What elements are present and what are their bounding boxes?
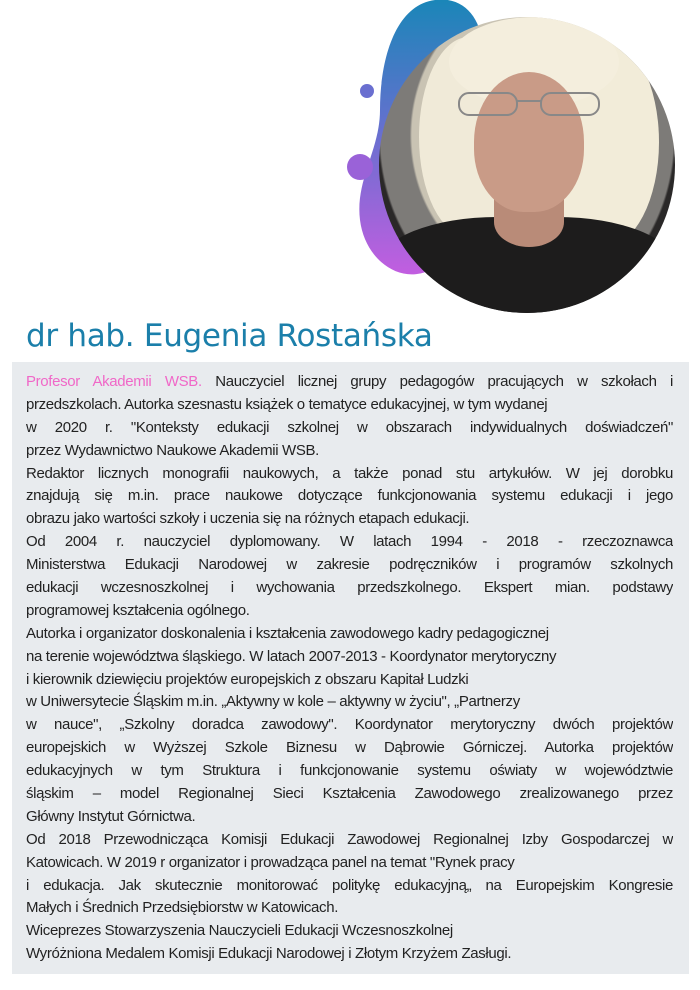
- bio-line: [26, 577, 673, 600]
- bio-text: [26, 371, 673, 966]
- bio-line: [26, 463, 673, 486]
- bio-line: [26, 600, 673, 623]
- bio-line: [26, 508, 673, 531]
- bio-line: [26, 737, 673, 760]
- profile-photo: [379, 17, 675, 313]
- bio-line-text: Ministerstwa Edukacji Narodowej w zakresie podręczników i programów szkolnych: [26, 556, 673, 574]
- bio-line-text: europejskich w Wyższej Szkole Biznesu w Dąbrowie Górniczej. Autorka projektów: [26, 739, 673, 757]
- person-name: dr hab. Eugenia Rostańska: [26, 318, 433, 354]
- bio-line-text: w Uniwersytecie Śląskim m.in. „Aktywny w kole – aktywny w życiu", „Partnerzy: [26, 693, 520, 711]
- bio-line-text: przez Wydawnictwo Naukowe Akademii WSB.: [26, 441, 319, 459]
- bio-line-text: Nauczyciel licznej grupy pedagogów pracujących w szkołach i: [201, 373, 673, 390]
- bio-line-text: Główny Instytut Górnictwa.: [26, 807, 196, 825]
- bio-line: [26, 646, 673, 669]
- bio-line: [26, 623, 673, 646]
- bio-line-text: Od 2018 Przewodnicząca Komisji Edukacji Zawodowej Regionalnej Izby Gospodarczej w: [26, 830, 673, 848]
- bio-line: [26, 897, 673, 920]
- bio-line: [26, 485, 673, 508]
- bio-line-text: Autorka i organizator doskonalenia i kształcenia zawodowego kadry pedagogicznej: [26, 624, 549, 642]
- bio-line: [26, 371, 673, 394]
- bio-line: [26, 760, 673, 783]
- bio-line-text: obrazu jako wartości szkoły i uczenia się na różnych etapach edukacji.: [26, 510, 470, 528]
- bio-line-text: na terenie województwa śląskiego. W latach 2007-2013 - Koordynator merytoryczny: [26, 647, 557, 665]
- bio-line-text: Katowicach. W 2019 r organizator i prowadząca panel na temat "Rynek pracy: [26, 853, 515, 871]
- bio-line-text: edukacyjnych w tym Struktura i funkcjonowanie systemu oświaty w województwie: [26, 762, 673, 780]
- bio-line: [26, 806, 673, 829]
- bio-line-text: Wiceprezes Stowarzyszenia Nauczycieli Edukacji Wczesnoszkolnej: [26, 922, 453, 940]
- bio-line: [26, 669, 673, 692]
- bio-line: [26, 875, 673, 898]
- bio-line-text: znajdują się m.in. prace naukowe dotyczące funkcjonowania systemu edukacji i jego: [26, 487, 673, 505]
- bio-line-text: Redaktor licznych monografii naukowych, a także ponad stu artykułów. W jej dorobku: [26, 464, 673, 482]
- bio-line: [26, 852, 673, 875]
- bio-line: [26, 440, 673, 463]
- bio-line-text: śląskim – model Regionalnej Sieci Kształcenia Zawodowego zrealizowanego przez: [26, 785, 673, 803]
- bio-line-text: w nauce", „Szkolny doradca zawodowy". Koordynator merytoryczny dwóch projektów: [26, 716, 673, 734]
- bio-line: [26, 829, 673, 852]
- bio-line-text: Od 2004 r. nauczyciel dyplomowany. W latach 1994 - 2018 - rzeczoznawca: [26, 533, 673, 551]
- bio-line-text: Małych i Średnich Przedsiębiorstw w Katowicach.: [26, 899, 339, 917]
- bio-line: [26, 943, 673, 966]
- bio-line-text: Wyróżniona Medalem Komisji Edukacji Narodowej i Złotym Krzyżem Zasługi.: [26, 945, 512, 963]
- bio-line: [26, 394, 673, 417]
- bio-line-text: i edukacja. Jak skutecznie monitorować politykę edukacyjną„ na Europejskim Kongresie: [26, 876, 673, 894]
- bio-line: [26, 714, 673, 737]
- bio-line: [26, 531, 673, 554]
- bio-line: [26, 691, 673, 714]
- bio-line: [26, 783, 673, 806]
- bio-highlight: Profesor Akademii WSB.: [26, 373, 202, 390]
- bio-line: [26, 554, 673, 577]
- bio-line-text: w 2020 r. "Konteksty edukacji szkolnej w obszarach indywidualnych doświadczeń": [26, 418, 673, 436]
- bio-line-text: i kierownik dziewięciu projektów europejskich z obszaru Kapitał Ludzki: [26, 670, 469, 688]
- bio-line-text: przedszkolach. Autorka szesnastu książek o tematyce edukacyjnej, w tym wydanej: [26, 395, 548, 413]
- bio-line: [26, 417, 673, 440]
- bio-line: [26, 920, 673, 943]
- bio-line-text: edukacji wczesnoszkolnej i wychowania przedszkolnego. Ekspert mian. podstawy: [26, 579, 673, 597]
- bio-line-text: programowej kształcenia ogólnego.: [26, 601, 250, 619]
